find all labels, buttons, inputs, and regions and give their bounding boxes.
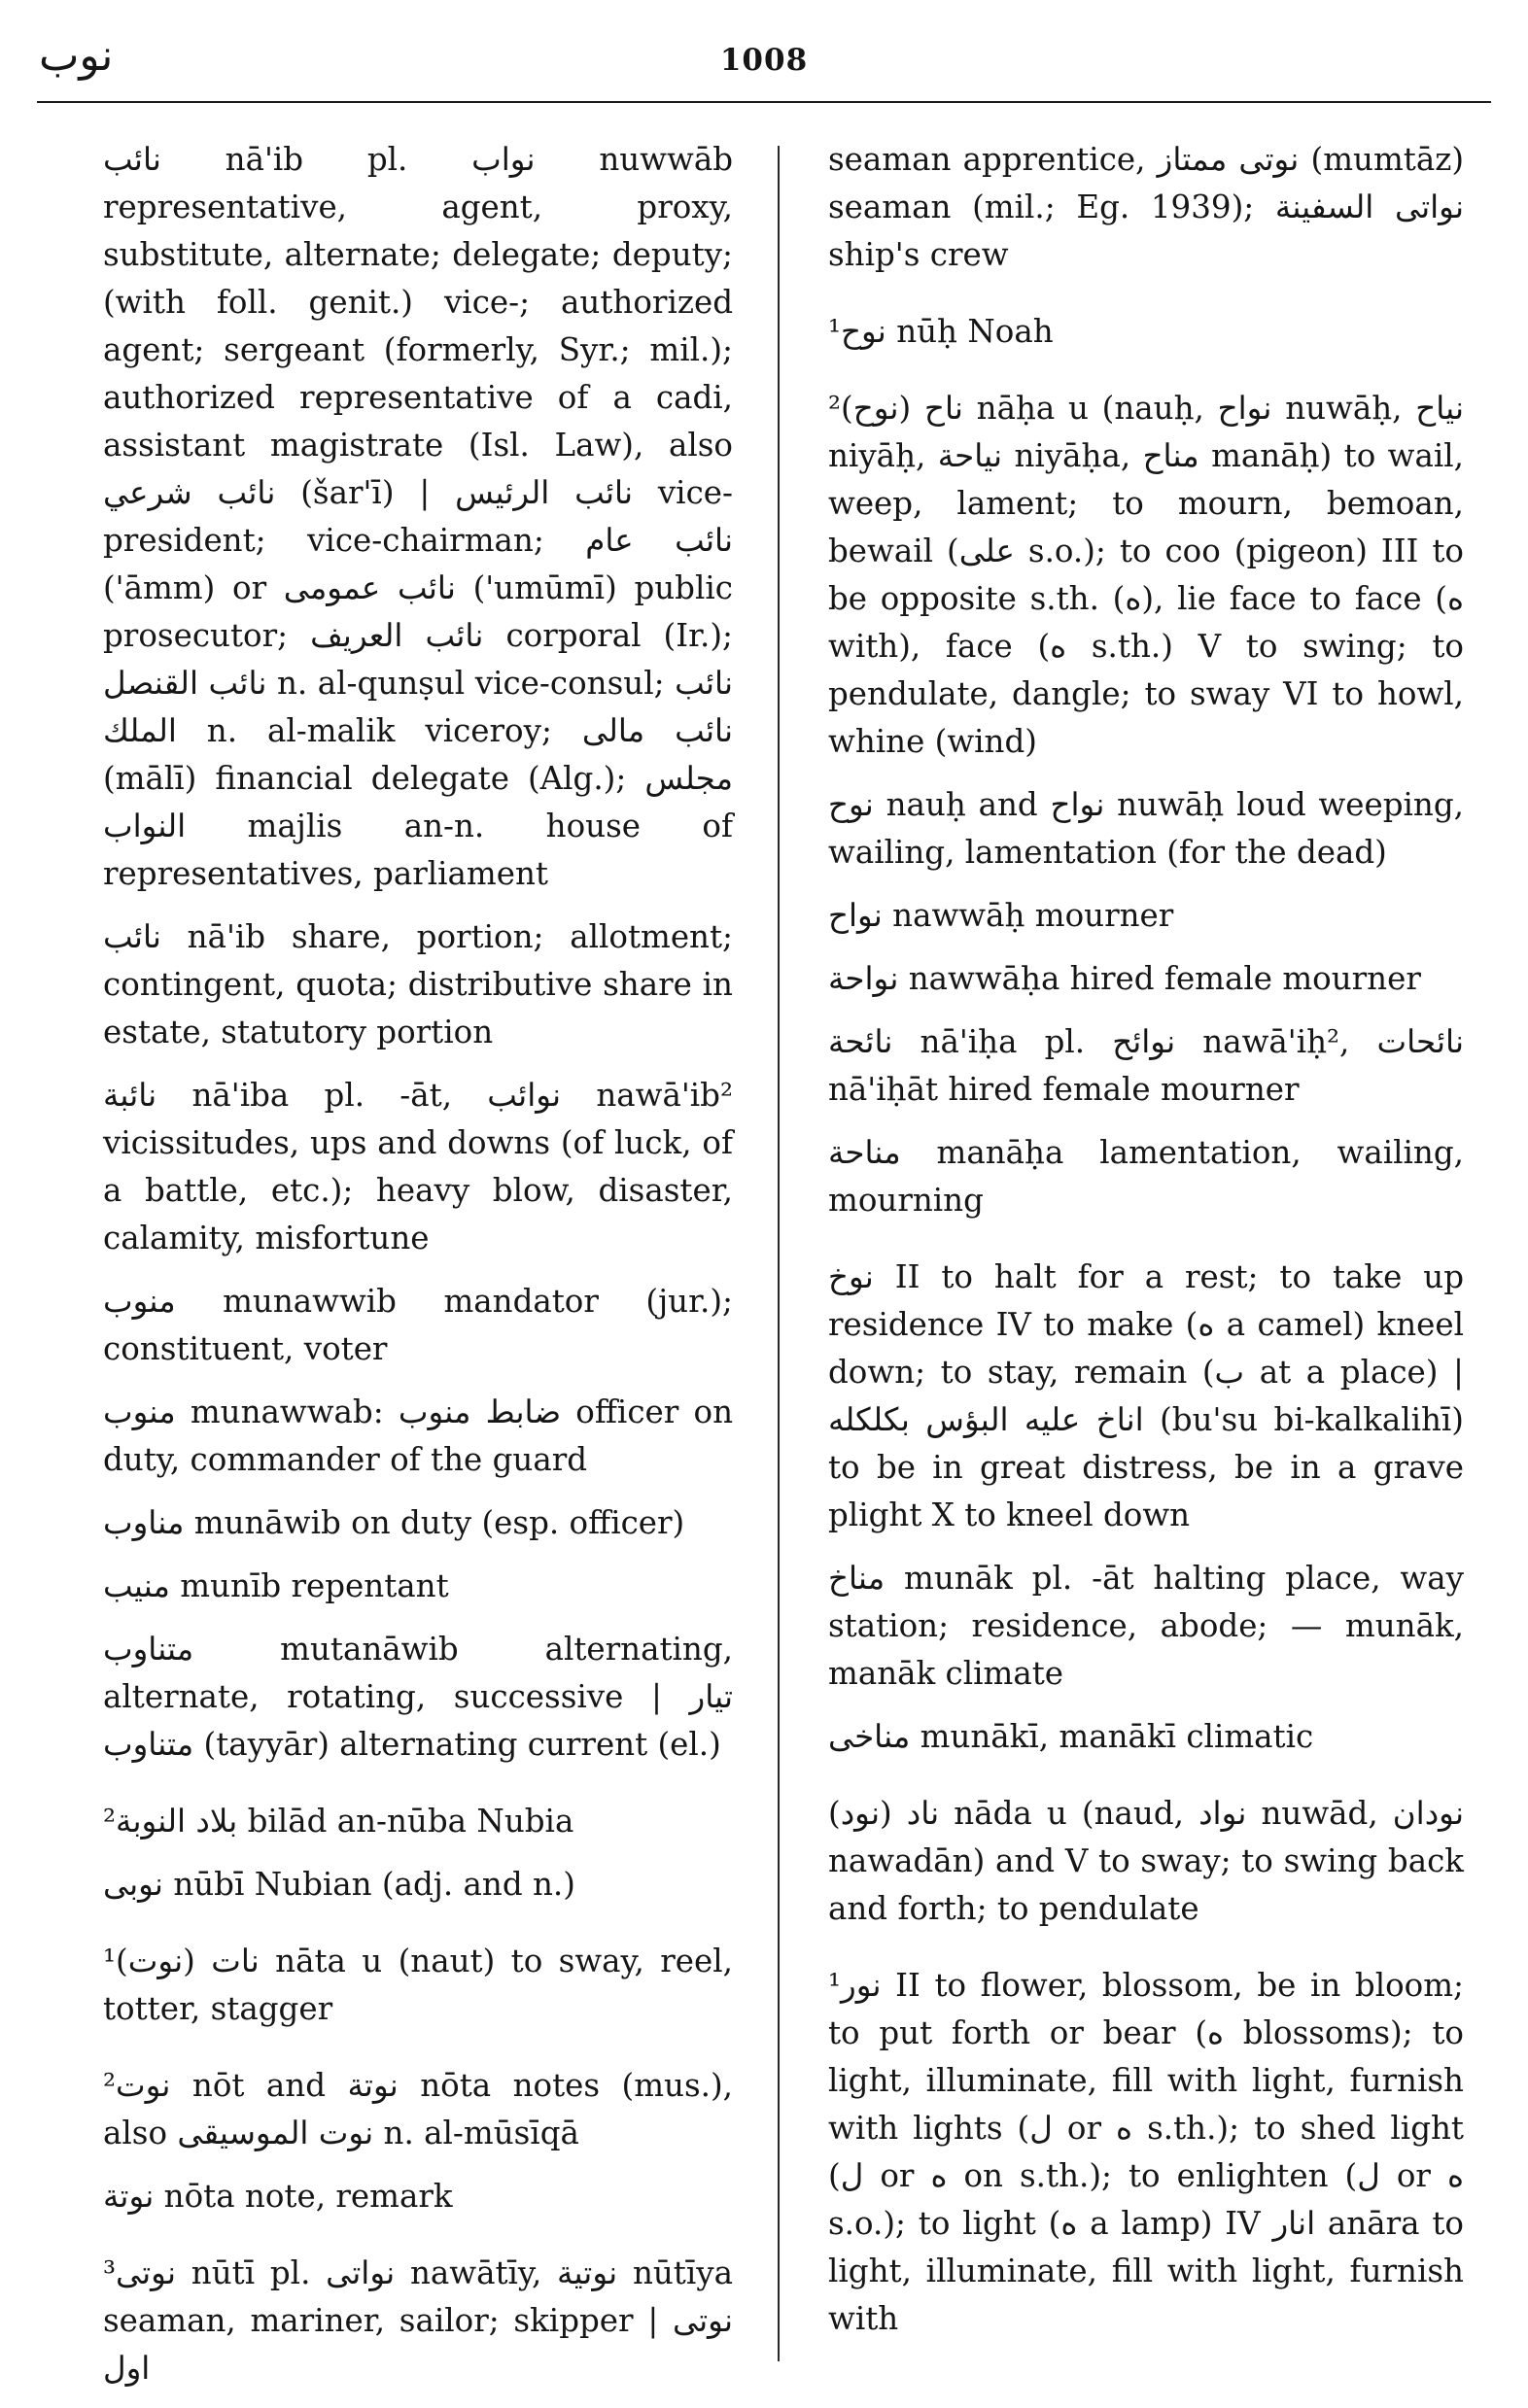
dictionary-entry: ¹نور II to flower, blossom, be in bloom; to put forth or bear (ه blossoms); to light, illuminate, fill with light, furnish with lights (ل or ه s.th.); to shed light (ل or ه on s.th.); to enlighten (ل or ه s.o.); to light (ه a lamp) IV انار anāra to light, illuminate, fill with light, furnish with	[828, 1967, 1465, 2337]
header-rule	[37, 101, 1491, 103]
dictionary-entry: مناحة manāḥa lamentation, wailing, mourning	[828, 1134, 1464, 1219]
dictionary-entry: نوح nauḥ and نواح nuwāḥ loud weeping, wailing, lamentation (for the dead)	[828, 786, 1464, 871]
dictionary-entry: نائحة nā'iḥa pl. نوائح nawā'iḥ², نائحات nā'iḥāt hired female mourner	[828, 1023, 1464, 1108]
dictionary-entry: ³نوتى nūtī pl. نواتى nawātīy, نوتية nūtīya seaman, mariner, sailor; skipper | نوتى اول	[103, 2254, 733, 2387]
dictionary-entry: منوب munawwab: ضابط منوب officer on duty, commander of the guard	[103, 1393, 733, 1478]
dictionary-entry: (نود) ناد nāda u (naud, نواد nuwād, نودان nawadān) and V to sway; to swing back and forth; to pendulate	[828, 1795, 1465, 1927]
dictionary-entry: نوبى nūbī Nubian (adj. and n.)	[103, 1866, 575, 1903]
dictionary-entry: نوتة nōta note, remark	[103, 2178, 453, 2215]
dictionary-entry: منوب munawwib mandator (jur.); constituent, voter	[103, 1283, 733, 1367]
dictionary-entry: ¹(نوت) نات nāta u (naut) to sway, reel, totter, stagger	[103, 1943, 733, 2027]
dictionary-entry: مناخ munāk pl. -āt halting place, way station; residence, abode; — munāk, manāk climate	[828, 1560, 1464, 1692]
right-column	[828, 136, 1464, 2358]
dictionary-entry: نوخ II to halt for a rest; to take up residence IV to make (ه a camel) kneel down; to stay, remain (ب at a place) | اناخ عليه البؤس بكلكله (bu'su bi-kalkalihī) to be in great distress, be in a grave plight X to kneel down	[828, 1258, 1465, 1533]
dictionary-entry: نواح nawwāḥ mourner	[828, 897, 1174, 934]
header-arabic-word: نوب	[39, 31, 114, 81]
column-divider	[778, 146, 780, 2361]
dictionary-entry: ¹نوح nūḥ Noah	[828, 313, 1054, 350]
page-number: 1008	[719, 43, 809, 78]
left-column	[103, 136, 733, 2408]
dictionary-entry: ²نوت nōt and نوتة nōta notes (mus.), also نوت الموسيقى n. al-mūsīqā	[103, 2067, 733, 2151]
dictionary-entry: seaman apprentice, نوتى ممتاز (mumtāz) seaman (mil.; Eg. 1939); نواتى السفينة ship's crew	[828, 141, 1464, 273]
dictionary-entry: نائب nā'ib share, portion; allotment; contingent, quota; distributive share in estate, statutory portion	[103, 918, 733, 1050]
dictionary-entry: نواحة nawwāḥa hired female mourner	[828, 960, 1421, 997]
dictionary-entry: مناخى munākī, manākī climatic	[828, 1718, 1314, 1755]
dictionary-entry: ²بلاد النوبة bilād an-nūba Nubia	[103, 1803, 574, 1840]
dictionary-entry: متناوب mutanāwib alternating, alternate, rotating, successive | تيار متناوب (tayyār) alternating current (el.)	[103, 1631, 733, 1763]
dictionary-entry: نائب nā'ib pl. نواب nuwwāb representative, agent, proxy, substitute, alternate; delegate; deputy; (with foll. genit.) vice-; authorized agent; sergeant (formerly, Syr.; mil.); authorized representative of a cadi, assistant magistrate (Isl. Law), also نائب شرعي (šar'ī) | نائب الرئيس vice-president; vice-chairman; نائب عام ('āmm) or نائب عمومى ('umūmī) public prosecutor; نائب العريف corporal (Ir.); نائب القنصل n. al-qunṣul vice-consul; نائب الملك n. al-malik viceroy; نائب مالى (mālī) financial delegate (Alg.); مجلس النواب majlis an-n. house of representatives, parliament	[103, 141, 733, 892]
dictionary-entry: نائبة nā'iba pl. -āt, نوائب nawā'ib² vicissitudes, ups and downs (of luck, of a battle, etc.); heavy blow, disaster, calamity, misfortune	[103, 1077, 733, 1256]
dictionary-entry: ²(نوح) ناح nāḥa u (nauḥ, نواح nuwāḥ, نياح niyāḥ, نياحة niyāḥa, مناح manāḥ) to wail, weep, lament; to mourn, bemoan, bewail (على s.o.); to coo (pigeon) III to be opposite s.th. (ه), lie face to face (ه with), face (ه s.th.) V to swing; to pendulate, dangle; to sway VI to howl, whine (wind)	[828, 390, 1464, 760]
dictionary-entry: مناوب munāwib on duty (esp. officer)	[103, 1504, 685, 1541]
dictionary-entry: منيب munīb repentant	[103, 1567, 449, 1604]
